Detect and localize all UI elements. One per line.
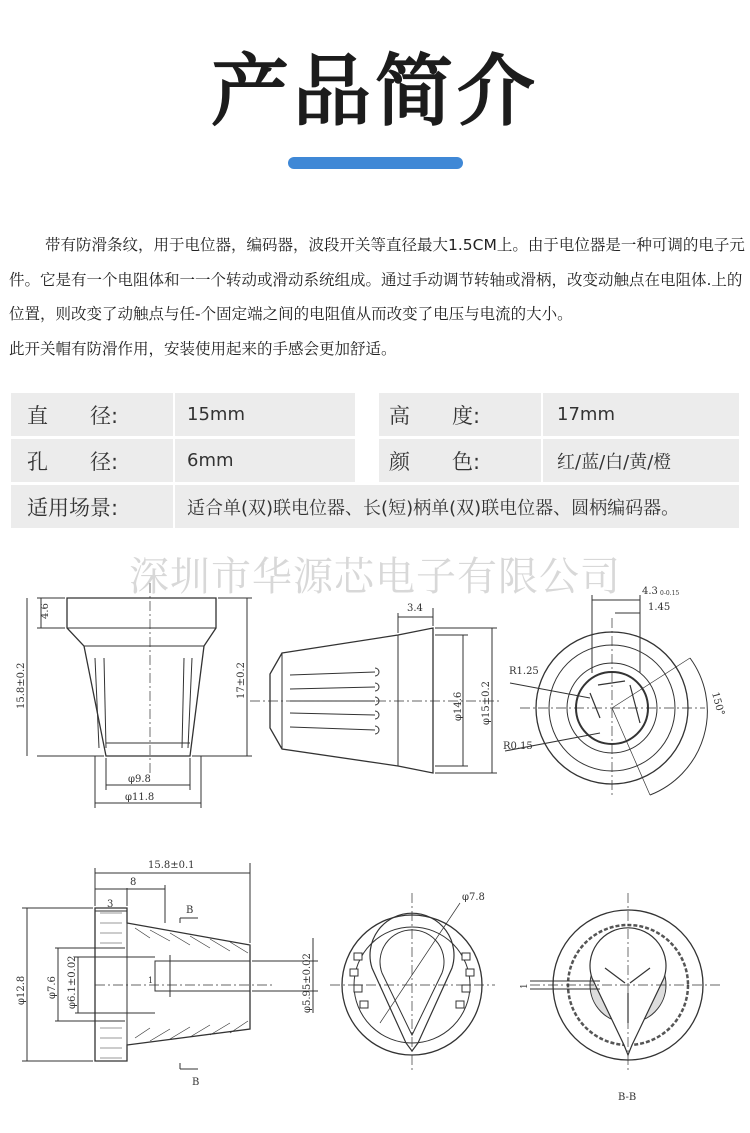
section-mark-top: B <box>186 905 194 916</box>
dim-slot-1: 1 <box>520 983 530 989</box>
dim-inner-dia: φ14.6 <box>453 691 464 721</box>
dim-tolerance: 0-0.15 <box>660 590 680 597</box>
spec-value-color: 红/蓝/白/黄/橙 <box>557 451 672 473</box>
spec-value-application: 适合单(双)联电位器、长(短)柄单(双)联电位器、圆柄编码器。 <box>187 497 680 519</box>
spec-value-diameter: 15mm <box>187 404 245 425</box>
dim-bottom-dia: φ9.8 <box>128 774 151 785</box>
drawing-bb-section <box>520 893 720 1103</box>
description-paragraph: 带有防滑条纹，用于电位器，编码器，波段开关等直径最大1.5CM上。由于电位器是一种可调的电子元件。它是有一个电阻体和一一个转动或滑动系统组成。通过手动调节转轴或滑柄，改变动触点在电阻体.上的位置，则改变了动触点与任-个固定端之间的电阻值从而改变了电压与电流的大小。 <box>9 236 745 323</box>
spec-label-diameter: 直 径: <box>27 403 119 428</box>
dim-outer-dia2: φ15±0.2 <box>481 680 492 725</box>
dim-dia-7-8: φ7.8 <box>462 892 485 903</box>
dim-top-height: 4.6 <box>40 603 51 619</box>
dim-flat-width: 4.3 <box>642 586 658 597</box>
spec-label-hole: 孔 径: <box>27 449 119 474</box>
technical-drawings <box>0 573 750 1133</box>
title-underline <box>288 157 463 169</box>
dim-cap-width: 3.4 <box>407 603 423 614</box>
company-watermark: 深圳市华源芯电子有限公司 <box>129 554 621 600</box>
dim-length-8: 8 <box>130 877 137 888</box>
drawing-section-view <box>16 860 318 1088</box>
spec-row <box>11 393 739 439</box>
drawing-bottom-view <box>330 892 495 1073</box>
dim-outer-dia: φ11.8 <box>125 792 155 803</box>
dim-total-length: 15.8±0.1 <box>148 860 195 871</box>
dim-dia-7-6: φ7.6 <box>47 976 58 999</box>
spec-label-color: 颜 色: <box>389 449 481 474</box>
spec-row <box>11 485 739 531</box>
dim-dia-5-95: φ5.95±0.02 <box>302 953 313 1013</box>
section-mark-bottom: B <box>192 1077 200 1088</box>
description-paragraph: 此开关帽有防滑作用，安装使用起来的手感会更加舒适。 <box>9 339 397 358</box>
dim-radius-2: R0.15 <box>503 741 533 752</box>
spec-row <box>11 439 739 485</box>
dim-slot-width: 1.45 <box>648 602 671 613</box>
dim-dia-6-1: φ6.1±0.02 <box>67 955 78 1009</box>
dim-radius-1: R1.25 <box>509 666 539 677</box>
spec-table <box>11 393 739 531</box>
dim-dia-12-8: φ12.8 <box>16 975 27 1005</box>
section-label-bb: B-B <box>618 1092 637 1103</box>
product-description <box>9 228 747 366</box>
dim-angle: 150° <box>709 690 726 718</box>
spec-label-height: 高 度: <box>389 403 481 428</box>
spec-value-hole: 6mm <box>187 450 234 471</box>
spec-label-application: 适用场景: <box>27 495 119 520</box>
dim-total-height: 17±0.2 <box>236 661 247 699</box>
drawing-front-view <box>16 583 252 808</box>
dim-length-3: 3 <box>107 899 114 910</box>
dim-height-1: 1 <box>148 976 154 985</box>
drawing-top-view <box>503 586 726 798</box>
spec-value-height: 17mm <box>557 404 615 425</box>
page-title: 产品简介 <box>210 47 539 137</box>
drawing-side-view <box>250 603 500 773</box>
dim-body-height: 15.8±0.2 <box>16 662 27 709</box>
